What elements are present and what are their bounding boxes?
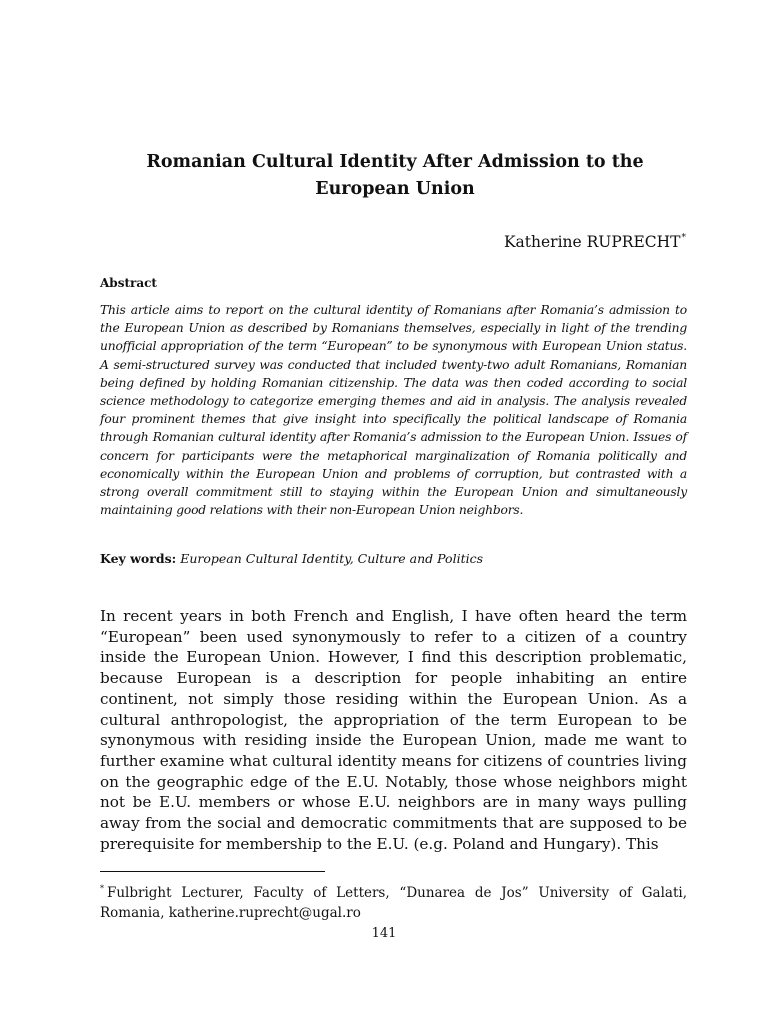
article-title — [100, 149, 690, 203]
keywords — [100, 549, 687, 569]
article-title-line-2: European Union — [315, 179, 475, 199]
footnote-text: Fulbright Lecturer, Faculty of Letters, “Dunarea de Jos” University of Galati, Romania, katherine.ruprecht@ugal.ro — [100, 885, 687, 921]
page-number: 141 — [371, 926, 397, 941]
author-footnote-marker: * — [681, 233, 686, 243]
footnote — [100, 879, 687, 923]
abstract-body: This article aims to report on the cultural identity of Romanians after Romania’s admission to the European Union as described by Romanians themselves, especially in light of the trending unofficial appropriation of the term “European” to be synonymous with European Union status. A semi-structured survey was conducted that included twenty-two adult Romanians, Romanian being defined by holding Romanian citizenship. The data was then coded according to social science methodology to categorize emerging themes and aid in analysis. The analysis revealed four prominent themes that give insight into specifically the political landscape of Romania through Romanian cultural identity after Romania’s admission to the European Union. Issues of concern for participants were the metaphorical marginalization of Romania politically and economically within the European Union and problems of corruption, but contrasted with a strong overall commitment still to staying within the European Union and simultaneously maintaining good relations with their non-European Union neighbors. — [100, 303, 687, 518]
body-paragraph: In recent years in both French and English, I have often heard the term “European” been used synonymously to refer to a citizen of a country inside the European Union. However, I find this description problematic, because European is a description for people inhabiting an entire continent, not simply those residing within the European Union. As a cultural anthropologist, the appropriation of the term European to be synonymous with residing inside the European Union, made me want to further examine what cultural identity means for citizens of countries living on the geographic edge of the E.U. Notably, those whose neighbors might not be E.U. members or whose E.U. neighbors are in many ways pulling away from the social and democratic commitments that are supposed to be prerequisite for membership to the E.U. (e.g. Poland and Hungary). This — [100, 607, 687, 853]
footnote-marker: * — [100, 884, 104, 893]
author-name: Katherine RUPRECHT — [503, 233, 681, 251]
article-author — [504, 227, 686, 253]
article-title-line-1: Romanian Cultural Identity After Admission to the — [146, 152, 644, 172]
footnote-divider — [100, 871, 325, 872]
keywords-value: European Cultural Identity, Culture and Politics — [180, 551, 484, 566]
abstract-heading: Abstract — [100, 276, 157, 290]
keywords-label: Key words: — [100, 551, 177, 566]
